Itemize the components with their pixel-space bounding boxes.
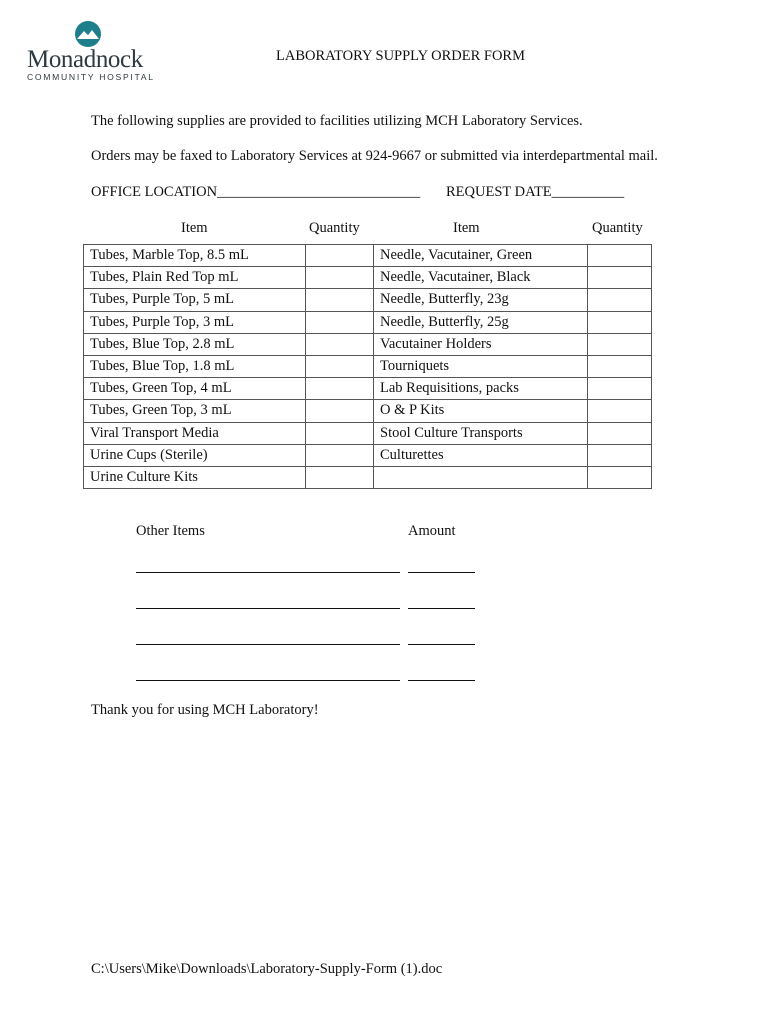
header-quantity-left: Quantity bbox=[309, 220, 360, 236]
table-row bbox=[84, 422, 652, 444]
item-cell: Tourniquets bbox=[374, 355, 588, 377]
header-item-left: Item bbox=[181, 220, 208, 236]
orders-note: Orders may be faxed to Laboratory Services at 924-9667 or submitted via interdepartmental mail. bbox=[91, 148, 658, 164]
item-cell bbox=[374, 466, 588, 488]
item-cell: Lab Requisitions, packs bbox=[374, 378, 588, 400]
item-cell: Tubes, Blue Top, 2.8 mL bbox=[84, 333, 306, 355]
quantity-cell[interactable] bbox=[306, 289, 374, 311]
table-row bbox=[84, 311, 652, 333]
form-title: LABORATORY SUPPLY ORDER FORM bbox=[276, 48, 525, 64]
item-cell: Tubes, Green Top, 3 mL bbox=[84, 400, 306, 422]
office-location-field[interactable]: OFFICE LOCATION____________________________ bbox=[91, 184, 421, 200]
table-row bbox=[84, 267, 652, 289]
other-item-line-2[interactable] bbox=[136, 608, 400, 609]
item-cell: Needle, Butterfly, 25g bbox=[374, 311, 588, 333]
quantity-cell[interactable] bbox=[588, 267, 652, 289]
item-cell: Culturettes bbox=[374, 444, 588, 466]
item-cell: Needle, Vacutainer, Green bbox=[374, 245, 588, 267]
intro-text: The following supplies are provided to facilities utilizing MCH Laboratory Services. bbox=[91, 113, 583, 129]
quantity-cell[interactable] bbox=[588, 378, 652, 400]
item-cell: Tubes, Blue Top, 1.8 mL bbox=[84, 355, 306, 377]
quantity-cell[interactable] bbox=[306, 267, 374, 289]
table-row bbox=[84, 355, 652, 377]
amount-line-4[interactable] bbox=[408, 680, 475, 681]
quantity-cell[interactable] bbox=[588, 311, 652, 333]
table-row bbox=[84, 289, 652, 311]
item-cell: Urine Cups (Sterile) bbox=[84, 444, 306, 466]
quantity-cell[interactable] bbox=[588, 422, 652, 444]
item-cell: Vacutainer Holders bbox=[374, 333, 588, 355]
thank-you-text: Thank you for using MCH Laboratory! bbox=[91, 702, 319, 718]
amount-line-1[interactable] bbox=[408, 572, 475, 573]
item-cell: Viral Transport Media bbox=[84, 422, 306, 444]
hospital-logo bbox=[24, 12, 164, 84]
table-row bbox=[84, 444, 652, 466]
amount-line-3[interactable] bbox=[408, 644, 475, 645]
item-cell: O & P Kits bbox=[374, 400, 588, 422]
quantity-cell[interactable] bbox=[306, 400, 374, 422]
amount-line-2[interactable] bbox=[408, 608, 475, 609]
quantity-cell[interactable] bbox=[306, 245, 374, 267]
other-item-line-1[interactable] bbox=[136, 572, 400, 573]
header-quantity-right: Quantity bbox=[592, 220, 643, 236]
quantity-cell[interactable] bbox=[588, 466, 652, 488]
quantity-cell[interactable] bbox=[588, 333, 652, 355]
item-cell: Tubes, Marble Top, 8.5 mL bbox=[84, 245, 306, 267]
quantity-cell[interactable] bbox=[588, 245, 652, 267]
item-cell: Needle, Vacutainer, Black bbox=[374, 267, 588, 289]
item-cell: Tubes, Purple Top, 3 mL bbox=[84, 311, 306, 333]
quantity-cell[interactable] bbox=[306, 311, 374, 333]
table-row bbox=[84, 333, 652, 355]
item-cell: Urine Culture Kits bbox=[84, 466, 306, 488]
quantity-cell[interactable] bbox=[588, 444, 652, 466]
item-cell: Tubes, Green Top, 4 mL bbox=[84, 378, 306, 400]
table-row bbox=[84, 245, 652, 267]
table-row bbox=[84, 466, 652, 488]
table-row bbox=[84, 400, 652, 422]
table-row bbox=[84, 378, 652, 400]
item-cell: Tubes, Plain Red Top mL bbox=[84, 267, 306, 289]
quantity-cell[interactable] bbox=[306, 355, 374, 377]
quantity-cell[interactable] bbox=[306, 466, 374, 488]
header-item-right: Item bbox=[453, 220, 480, 236]
item-cell: Stool Culture Transports bbox=[374, 422, 588, 444]
quantity-cell[interactable] bbox=[588, 355, 652, 377]
quantity-cell[interactable] bbox=[306, 422, 374, 444]
other-items-label: Other Items bbox=[136, 523, 205, 539]
quantity-cell[interactable] bbox=[306, 444, 374, 466]
other-item-line-3[interactable] bbox=[136, 644, 400, 645]
quantity-cell[interactable] bbox=[306, 378, 374, 400]
footer-file-path: C:\Users\Mike\Downloads\Laboratory-Supply-Form (1).doc bbox=[91, 961, 443, 977]
logo-brand-name: Monadnock bbox=[27, 46, 143, 73]
mountain-circle-logo-icon bbox=[74, 20, 102, 48]
item-cell: Needle, Butterfly, 23g bbox=[374, 289, 588, 311]
amount-label: Amount bbox=[408, 523, 456, 539]
other-item-line-4[interactable] bbox=[136, 680, 400, 681]
quantity-cell[interactable] bbox=[588, 400, 652, 422]
logo-subtitle: COMMUNITY HOSPITAL bbox=[27, 72, 155, 82]
quantity-cell[interactable] bbox=[306, 333, 374, 355]
quantity-cell[interactable] bbox=[588, 289, 652, 311]
request-date-field[interactable]: REQUEST DATE__________ bbox=[446, 184, 625, 200]
supply-table bbox=[83, 244, 652, 489]
item-cell: Tubes, Purple Top, 5 mL bbox=[84, 289, 306, 311]
